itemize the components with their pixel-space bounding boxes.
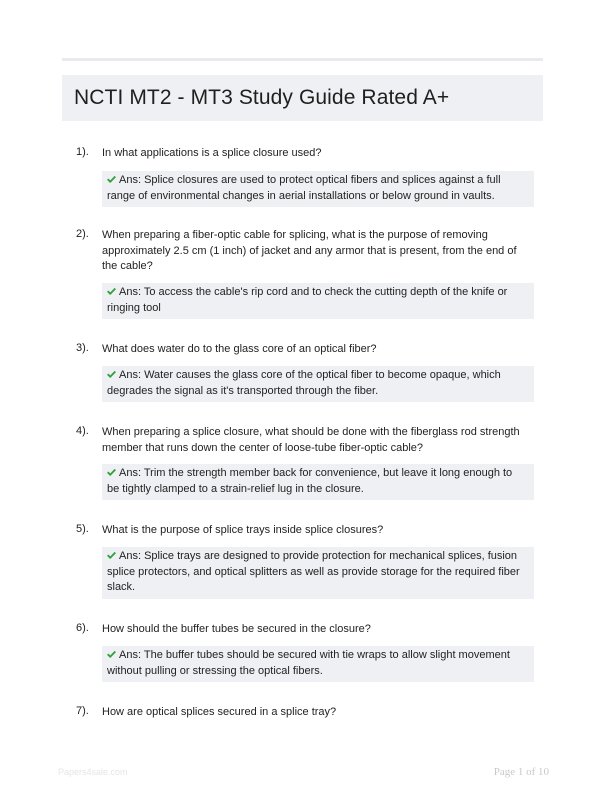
- page-title: NCTI MT2 - MT3 Study Guide Rated A+: [74, 86, 450, 109]
- answer-box: [102, 171, 534, 207]
- check-icon: [107, 551, 116, 559]
- item-number: 2).: [76, 228, 89, 240]
- question-text: When preparing a splice closure, what should be done with the fiberglass rod strength member that runs down the center of loose-tube fiber-optic cable?: [102, 426, 520, 454]
- item-number: 3).: [76, 342, 89, 354]
- check-icon: [107, 370, 116, 378]
- answer-box: [102, 547, 534, 599]
- answer-box: [102, 366, 534, 402]
- page-indicator: Page 1 of 10: [493, 766, 549, 778]
- item-number: 7).: [76, 705, 89, 717]
- title-banner: [62, 75, 543, 121]
- answer-text: Ans: The buffer tubes should be secured with tie wraps to allow slight movement without pulling or stressing the optical fibers.: [107, 649, 510, 677]
- question-text: What is the purpose of splice trays inside splice closures?: [102, 524, 384, 536]
- answer-text: Ans: To access the cable's rip cord and to check the cutting depth of the knife or ringing tool: [107, 286, 508, 314]
- item-number: 1).: [76, 146, 89, 158]
- question-text: In what applications is a splice closure used?: [102, 147, 322, 159]
- top-divider: [62, 58, 543, 61]
- check-icon: [107, 650, 116, 658]
- question-text: How are optical splices secured in a splice tray?: [102, 706, 337, 718]
- answer-box: [102, 646, 534, 682]
- watermark-text: Papers4sale.com: [58, 767, 128, 777]
- answer-box: [102, 464, 534, 500]
- answer-text: Ans: Splice closures are used to protect optical fibers and splices against a full range of environmental changes in aerial installations or below ground in vaults.: [107, 174, 501, 202]
- check-icon: [107, 468, 116, 476]
- item-number: 6).: [76, 622, 89, 634]
- answer-text: Ans: Trim the strength member back for convenience, but leave it long enough to be tightly clamped to a strain-relief lug in the closure.: [107, 467, 513, 495]
- answer-text: Ans: Water causes the glass core of the optical fiber to become opaque, which degrades the signal as it's transported through the fiber.: [107, 369, 501, 397]
- check-icon: [107, 175, 116, 183]
- question-text: How should the buffer tubes be secured in the closure?: [102, 623, 371, 635]
- check-icon: [107, 287, 116, 295]
- item-number: 4).: [76, 425, 89, 437]
- answer-box: [102, 283, 534, 319]
- item-number: 5).: [76, 523, 89, 535]
- answer-text: Ans: Splice trays are designed to provide protection for mechanical splices, fusion splice protectors, and optical splitters as well as provide storage for the required fiber slack.: [107, 550, 520, 593]
- question-text: When preparing a fiber-optic cable for splicing, what is the purpose of removing approximately 2.5 cm (1 inch) of jacket and any armor that is present, from the end of the cable?: [102, 229, 517, 272]
- question-text: What does water do to the glass core of an optical fiber?: [102, 343, 377, 355]
